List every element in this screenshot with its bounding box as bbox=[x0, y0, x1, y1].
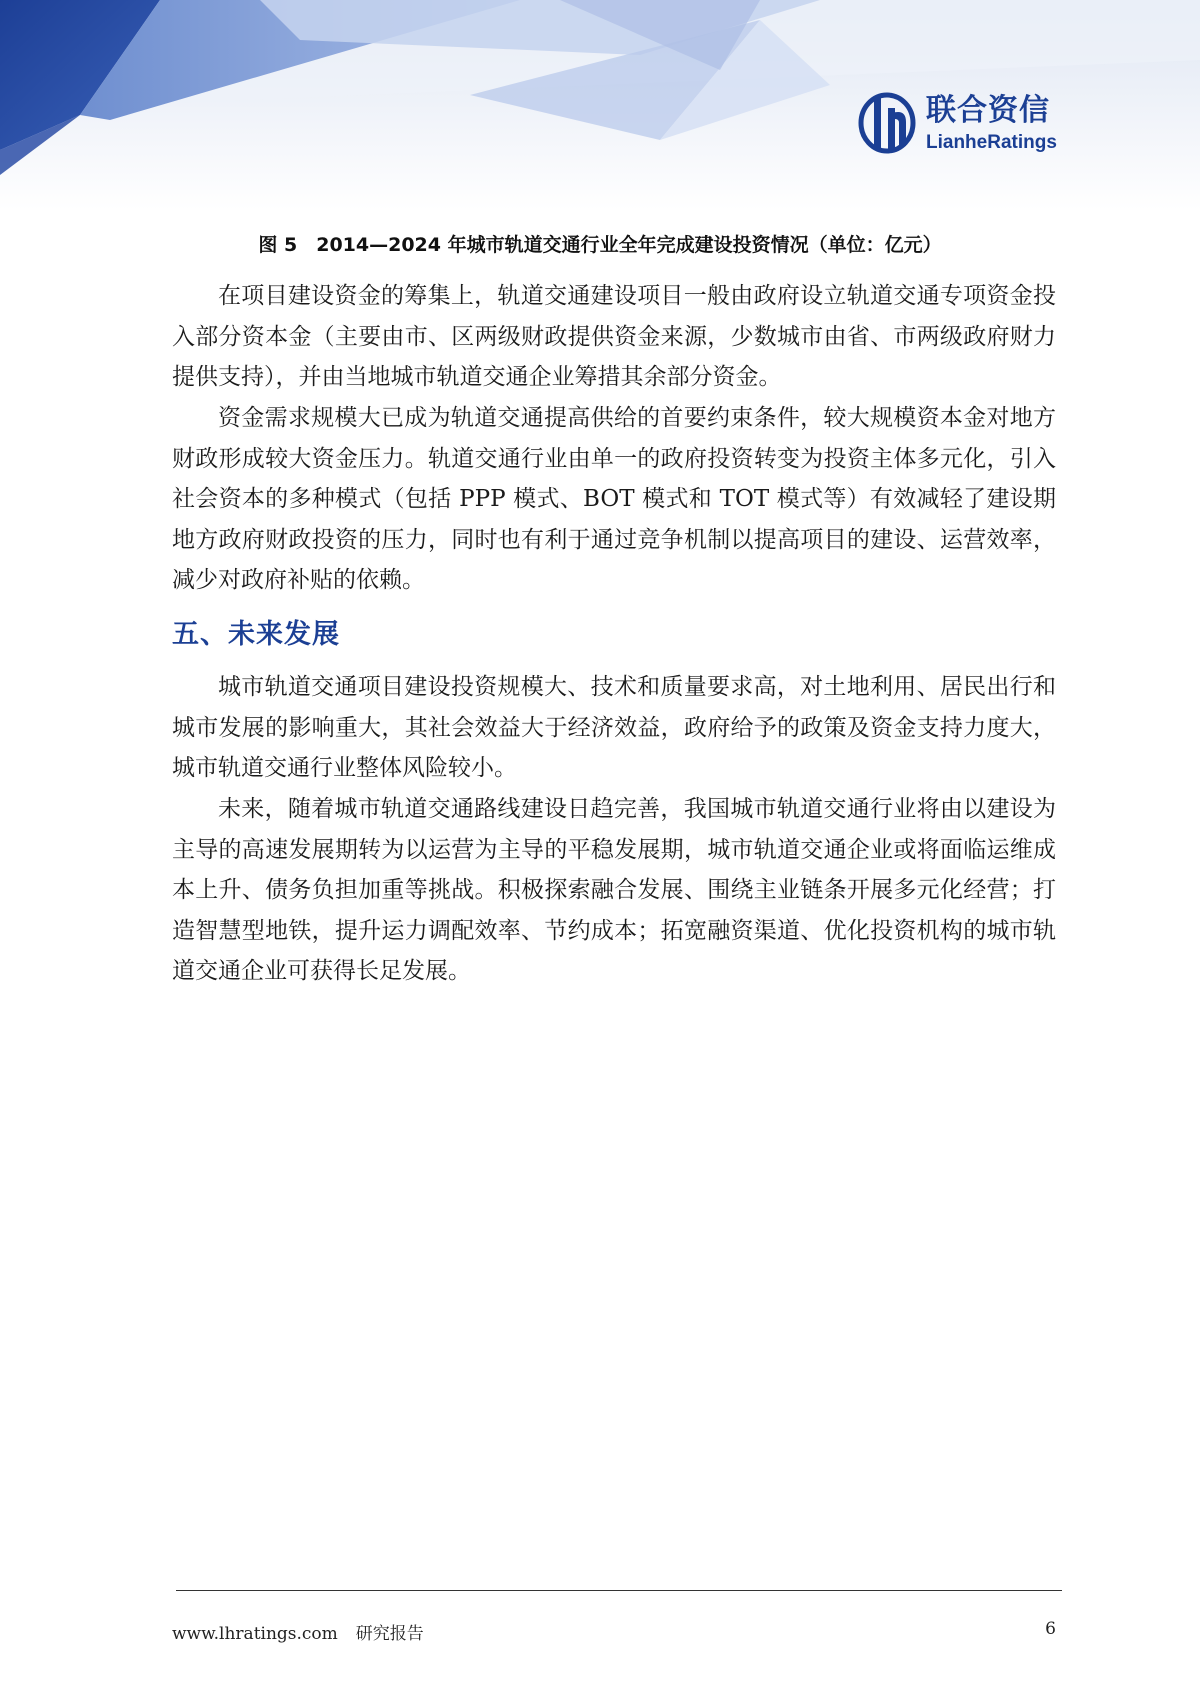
footer-doc-type: 研究报告 bbox=[355, 1624, 424, 1644]
brand-name-en: LianheRatings bbox=[926, 132, 1057, 153]
body-paragraph: 资金需求规模大已成为轨道交通提高供给的首要约束条件，较大规模资本金对地方财政形成较大资金压力。轨道交通行业由单一的政府投资转变为投资主体多元化，引入社会资本的多种模式（包括 PPP 模式、BOT 模式和 TOT 模式等）有效减轻了建设期地方政府财政投资的压力，同时也有利于通过竞争机制以提高项目的建设、运营效率，减少对政府补贴的依赖。 bbox=[172, 405, 1056, 593]
body-paragraph: 未来，随着城市轨道交通路线建设日趋完善，我国城市轨道交通行业将由以建设为主导的高速发展期转为以运营为主导的平稳发展期，城市轨道交通企业或将面临运维成本上升、债务负担加重等挑战。积极探索融合发展、围绕主业链条开展多元化经营；打造智慧型地铁，提升运力调配效率、节约成本；拓宽融资渠道、优化投资机构的城市轨道交通企业可获得长足发展。 bbox=[172, 796, 1056, 984]
brand-name-cn: 联合资信 bbox=[926, 93, 1050, 128]
page-number: 6 bbox=[1045, 1619, 1056, 1639]
section-heading: 五、未来发展 bbox=[172, 619, 340, 650]
footer-info bbox=[172, 1619, 424, 1644]
footer-divider bbox=[176, 1590, 1062, 1591]
body-paragraph: 在项目建设资金的筹集上，轨道交通建设项目一般由政府设立轨道交通专项资金投入部分资本金（主要由市、区两级财政提供资金来源，少数城市由省、市两级政府财力提供支持），并由当地城市轨道交通企业筹措其余部分资金。 bbox=[172, 283, 1056, 390]
footer-website-link[interactable]: www.lhratings.com bbox=[172, 1624, 338, 1644]
figure-caption: 图 5 2014—2024 年城市轨道交通行业全年完成建设投资情况（单位：亿元） bbox=[258, 234, 942, 256]
body-paragraph: 城市轨道交通项目建设投资规模大、技术和质量要求高，对土地利用、居民出行和城市发展的影响重大，其社会效益大于经济效益，政府给予的政策及资金支持力度大，城市轨道交通行业整体风险较小。 bbox=[172, 674, 1056, 781]
lianhe-logo-icon bbox=[858, 92, 916, 154]
lianhe-logo bbox=[858, 92, 1068, 154]
